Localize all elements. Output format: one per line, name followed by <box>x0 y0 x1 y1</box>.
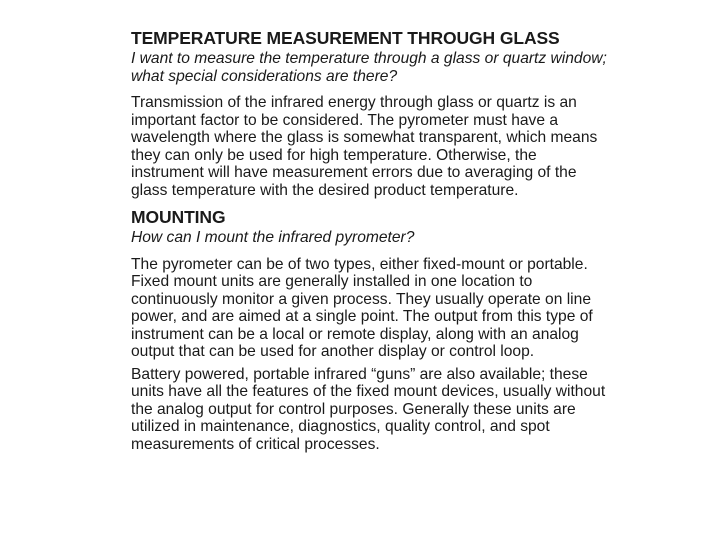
section-heading-glass: TEMPERATURE MEASUREMENT THROUGH GLASS <box>131 28 560 48</box>
answer-mounting-fixed: The pyrometer can be of two types, either fixed-mount or portable. Fixed mount units are generally installed in one location to continuously monitor a given process. They usually operate on line power, and are aimed at a single point. The output from this type of instrument can be a local or remote display, along with an analog output that can be used for another display or control loop. <box>131 255 593 360</box>
document-page <box>131 28 611 453</box>
answer-glass: Transmission of the infrared energy through glass or quartz is an important factor to be considered. The pyrometer must have a wavelength where the glass is somewhat transparent, which means they can only be used for high temperature. Otherwise, the instrument will have measurement errors due to averaging of the glass temperature with the desired product temperature. <box>131 94 598 199</box>
question-mounting: How can I mount the infrared pyrometer? <box>131 229 415 246</box>
question-glass: I want to measure the temperature through a glass or quartz window; what special considerations are there? <box>131 50 607 85</box>
section-heading-mounting: MOUNTING <box>131 207 226 227</box>
answer-mounting-portable: Battery powered, portable infrared “guns” are also available; these units have all the features of the fixed mount devices, usually without the analog output for control purposes. Generally these units are utilized in maintenance, diagnostics, quality control, and spot measurements of critical processes. <box>131 365 606 453</box>
